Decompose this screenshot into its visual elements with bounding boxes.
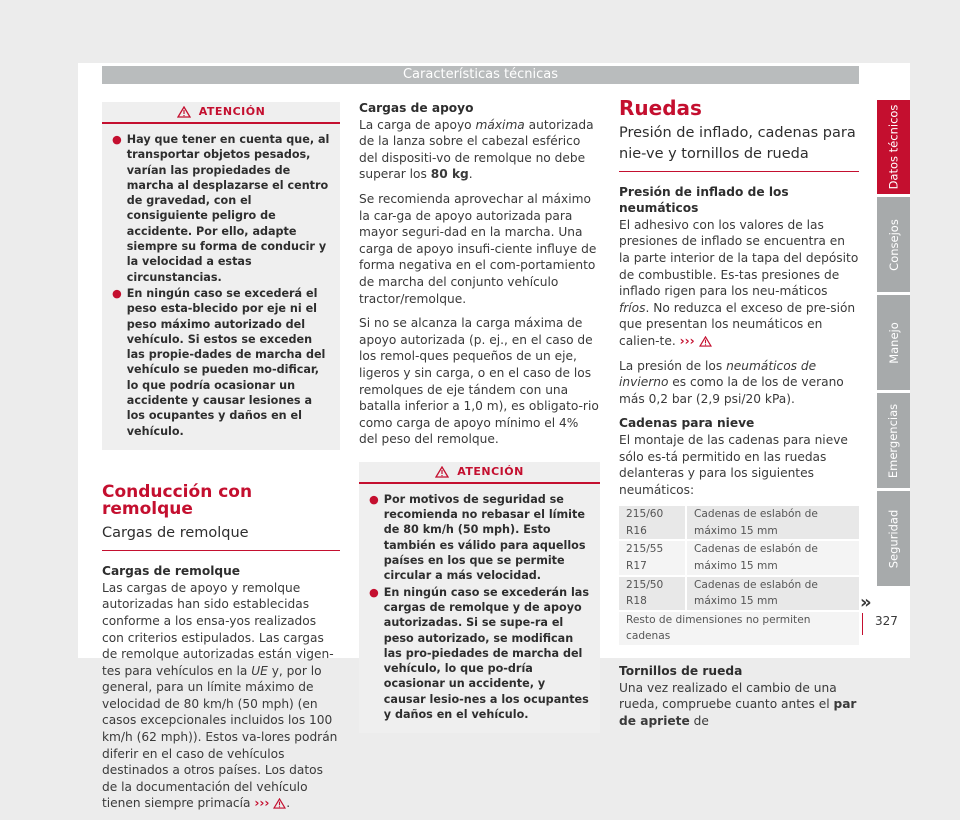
bullet-dot-icon: ●	[112, 286, 122, 300]
paragraph: La presión de los neumáticos de invierno es como la de los de verano más 0,2 bar (2,9 psi/20 kPa).	[619, 358, 844, 406]
chapter-header: Características técnicas	[102, 66, 859, 84]
section-subtitle: Presión de inflado, cadenas para nie-ve y tornillos de rueda	[619, 124, 856, 162]
cross-ref-arrow[interactable]: ›››	[679, 333, 695, 348]
bullet-dot-icon: ●	[112, 133, 122, 146]
paragraph: Las cargas de apoyo y remolque autorizadas han sido establecidas conforme a los ensa-yos realizados con criterios estipulados. Las cargas de remolque autorizadas están vigen-tes para vehículos en la UE y, por lo general, para un límite máximo de velocidad de 80 km/h (50 mph) (en casos excepcionales incluidos los 100 km/h (62 mph)). Estos va-lores podrán diferir en el caso de vehículos destinados a otros países. Los datos de la documentación del vehículo tienen siempre primacía ››› .	[102, 580, 338, 811]
paragraph: Si no se alcanza la carga máxima de apoyo autorizada (p. ej., en el caso de los remol-ques pequeños de un eje, ligeros y sin carga, o en el caso de los remolques de eje tándem con una batalla inferior a 1,0 m), es obligato-rio como carga de apoyo mínimo el 4% del peso del remolque.	[359, 316, 599, 447]
warning-triangle-icon	[273, 798, 286, 809]
warning-header	[102, 102, 340, 124]
table-row: 215/50 R18 Cadenas de eslabón de máximo 15 mm	[619, 576, 859, 611]
sub-heading: Cargas de remolque	[102, 564, 241, 579]
sub-heading: Cargas de apoyo	[359, 101, 474, 115]
sub-heading: Presión de inflado de los neumáticos	[619, 184, 789, 216]
warning-triangle-icon	[699, 336, 712, 347]
bullet-dot-icon: ●	[369, 585, 379, 599]
warning-bullet: ● Hay que tener en cuenta que, al transportar objetos pesados, varían las propiedades de marcha al desplazarse el centro de gravedad, con el consiguiente peligro de accidente. Por ello, adapte siempre su forma de conducir y la velocidad a estas circunstancias.	[112, 133, 330, 284]
warning-title: ATENCIÓN	[198, 104, 266, 118]
paragraph: El montaje de las cadenas para nieve sólo es-tá permitido en las ruedas delanteras y para los siguientes neumáticos:	[619, 432, 848, 497]
side-tab-consejos[interactable]: Consejos	[877, 197, 910, 292]
warning-title: ATENCIÓN	[457, 464, 524, 478]
warning-box	[102, 102, 340, 450]
paragraph: El adhesivo con los valores de las presiones de inflado se encuentra en la parte interior de la tapa del depósito de combustible. Es-tas presiones de inflado rigen para los neu-máticos fríos. No reduzca el exceso de pre-sión que presentan los neumáticos en calien-te. ›››	[619, 217, 859, 348]
column-3	[619, 96, 859, 737]
section-title: Conducción con remolque	[102, 481, 253, 519]
column-1	[102, 102, 340, 820]
side-tab-seguridad[interactable]: Seguridad	[877, 491, 910, 586]
warning-box	[359, 462, 600, 733]
continue-arrow[interactable]: »	[860, 592, 872, 613]
warning-bullet: ● En ningún caso se excederán las cargas de remolque y de apoyo autorizadas. Si se supe-ra el peso autorizado, se modifican las pro-piedades de marcha del vehículo, lo que po-dría ocasionar un accidente, y causar lesio-nes a los ocupantes y daños en el vehículo.	[369, 585, 590, 722]
side-tab-datos-tecnicos[interactable]: Datos técnicos	[877, 100, 910, 194]
bullet-dot-icon: ●	[369, 492, 379, 506]
paragraph: Una vez realizado el cambio de una rueda, compruebe cuanto antes el par de apriete de	[619, 680, 857, 728]
warning-body	[102, 124, 340, 450]
sub-heading: Tornillos de rueda	[619, 664, 743, 679]
warning-bullet: ● En ningún caso se excederá el peso esta-blecido por eje ni el peso máximo autorizado del vehículo. Si estos se exceden las propie-dades de marcha del vehículo se pueden mo-dificar, lo que podría ocasionar un accidente y causar lesiones a los ocupantes y daños en el vehículo.	[112, 286, 326, 438]
snow-chains-table	[619, 506, 859, 647]
page-number: 327	[875, 614, 898, 628]
cross-ref-arrow[interactable]: ›››	[254, 796, 270, 811]
warning-triangle-icon	[435, 466, 449, 478]
warning-triangle-icon	[177, 106, 191, 118]
warning-bullet: ● Por motivos de seguridad se recomienda no rebasar el límite de 80 km/h (50 mph). Esto también es válido para aquellos países en los que se permite circular a más velocidad.	[369, 492, 586, 583]
paragraph: Se recomienda aprovechar al máximo la car-ga de apoyo autorizada para mayor seguri-dad en la marcha. Una carga de apoyo insufi-ciente influye de forma negativa en el com-portamiento de marcha del conjunto vehículo tractor/remolque.	[359, 191, 597, 306]
page-number-rule	[862, 613, 863, 635]
warning-body	[359, 484, 600, 733]
table-row: Resto de dimensiones no permiten cadenas	[619, 611, 859, 646]
section-rule	[619, 171, 859, 172]
section-subtitle: Cargas de remolque	[102, 525, 249, 542]
table-row: 215/60 R16 Cadenas de eslabón de máximo 15 mm	[619, 506, 859, 540]
table-row: 215/55 R17 Cadenas de eslabón de máximo 15 mm	[619, 540, 859, 575]
section-title: Ruedas	[619, 96, 702, 120]
side-tab-manejo[interactable]: Manejo	[877, 295, 910, 390]
section-rule	[102, 550, 340, 551]
paragraph: La carga de apoyo máxima autorizada de la lanza sobre el cabezal esférico del dispositi-vo de remolque no debe superar los 80 kg.	[359, 117, 594, 182]
side-tab-emergencias[interactable]: Emergencias	[877, 393, 910, 488]
column-2	[359, 100, 600, 733]
warning-header	[359, 462, 600, 484]
sub-heading: Cadenas para nieve	[619, 416, 755, 431]
